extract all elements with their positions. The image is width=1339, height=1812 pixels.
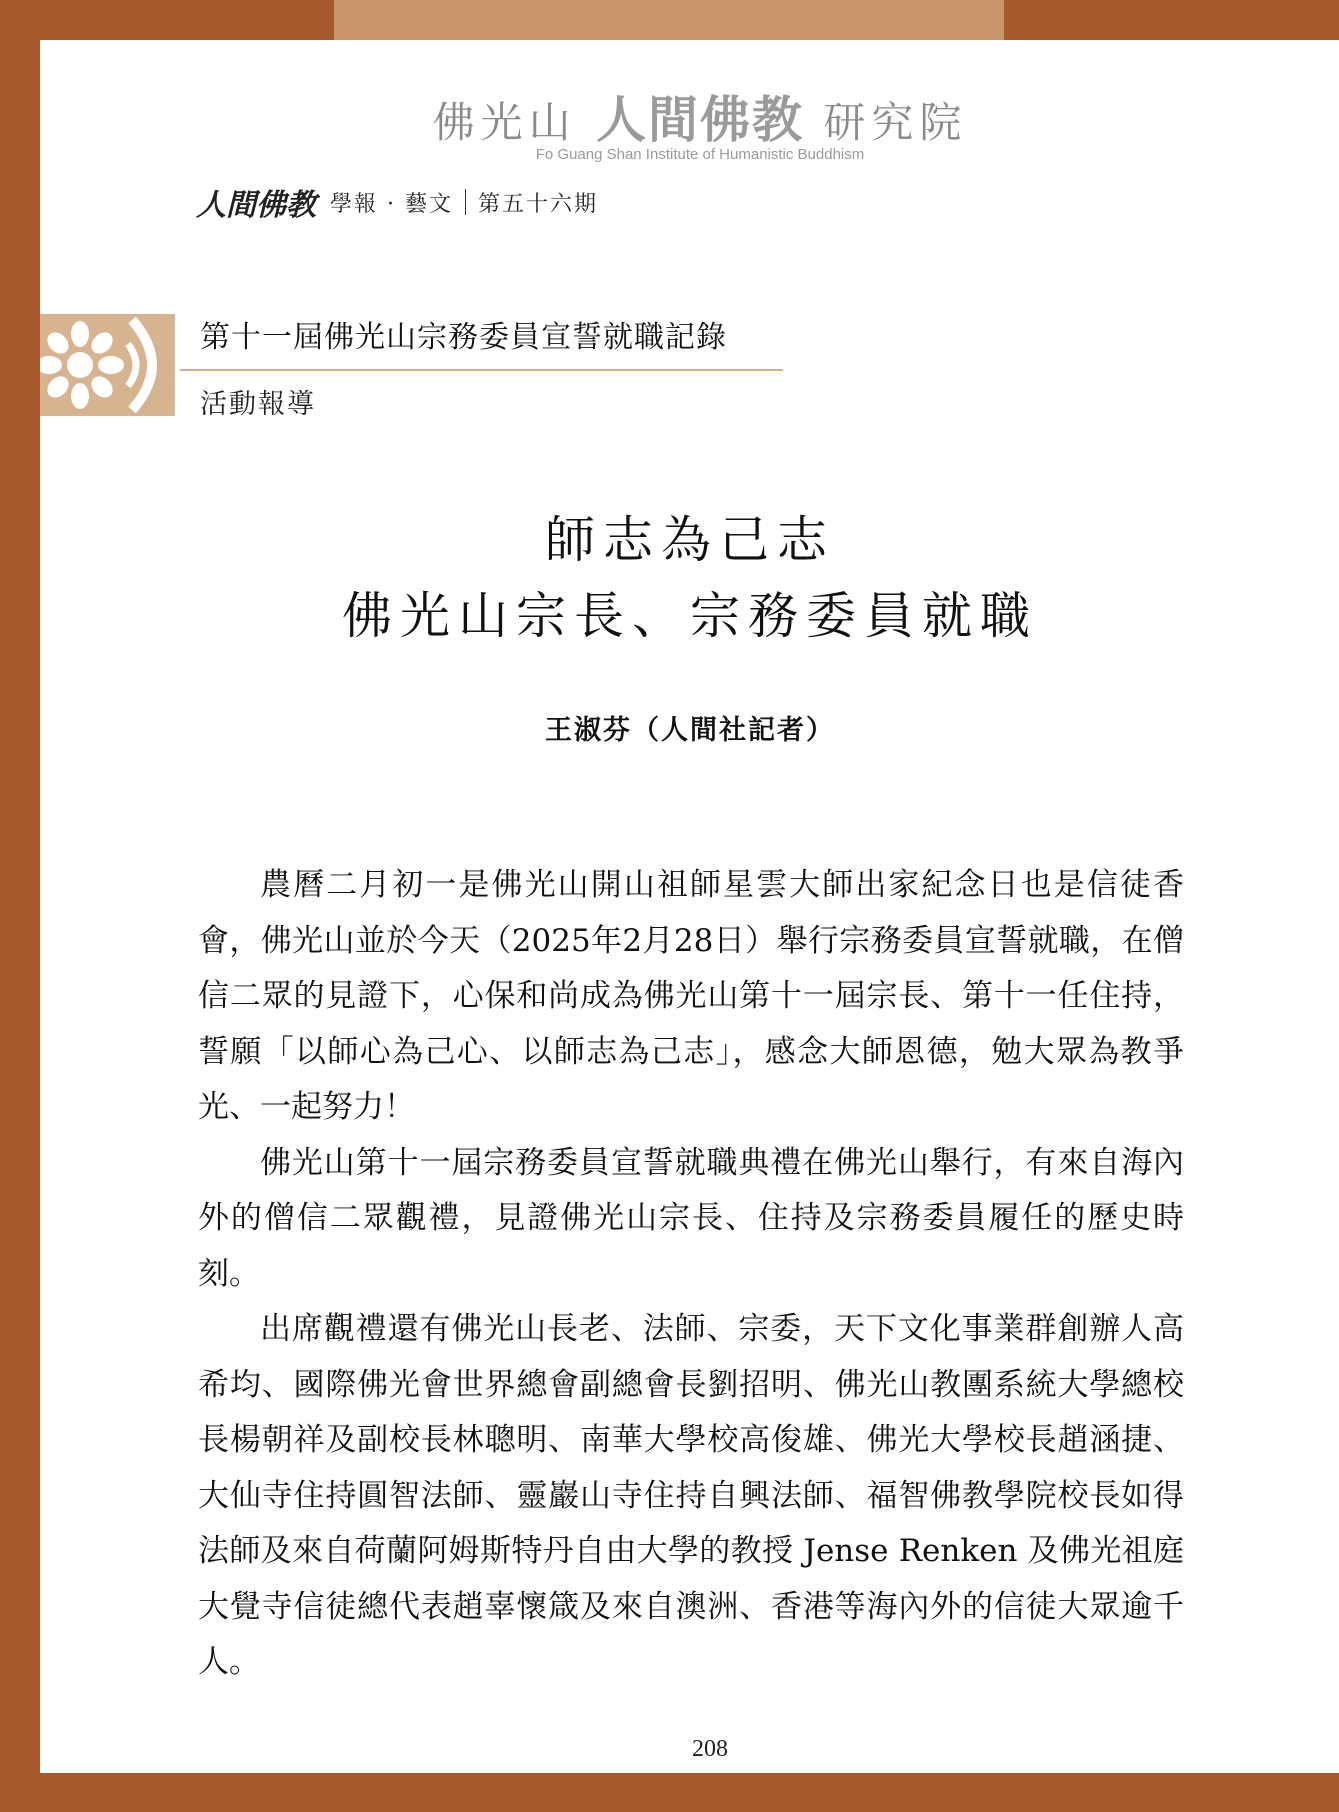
section-title: 第十一屆佛光山宗務委員宣誓就職記錄 [200, 320, 727, 355]
paragraph: 農曆二月初一是佛光山開山祖師星雲大師出家紀念日也是信徒香會，佛光山並於今天（2025年2月28日）舉行宗務委員宣誓就職，在僧信二眾的見證下，心保和尚成為佛光山第十一屆宗長、第十一任住持，誓願「以師心為己心、以師志為己志」，感念大師恩德，勉大眾為教爭光、一起努力！ [198, 867, 1184, 1125]
top-tab [334, 0, 1004, 40]
page [40, 40, 1339, 1773]
institute-prefix: 佛光山 [432, 98, 577, 147]
institute-english: Fo Guang Shan Institute of Humanistic Buddhism [535, 146, 865, 163]
issue-number: 第五十六期 [477, 191, 598, 217]
article-title-line2: 佛光山宗長、宗務委員就職 [342, 587, 1038, 645]
divider [465, 189, 466, 215]
paragraph: 佛光山第十一屆宗務委員宣誓就職典禮在佛光山舉行，有來自海內外的僧信二眾觀禮，見證佛光山宗長、住持及宗務委員履任的歷史時刻。 [198, 1144, 1184, 1292]
page-number: 208 [692, 1736, 728, 1762]
journal-name: 學報 · 藝文 [330, 191, 453, 217]
institute-suffix: 研究院 [823, 98, 968, 147]
institute-brand: 人間佛教 [596, 90, 804, 149]
article-title [240, 502, 1140, 654]
section-subtitle: 活動報導 [200, 389, 316, 420]
journal-brand: 人間佛教 [196, 188, 316, 223]
article-title-line1: 師志為己志 [545, 511, 835, 569]
lotus-decoration [40, 314, 175, 416]
article-author: 王淑芬（人間社記者） [545, 715, 835, 746]
article-body [198, 858, 1184, 1691]
institute-title [340, 80, 1060, 152]
journal-header [196, 180, 598, 224]
paragraph: 出席觀禮還有佛光山長老、法師、宗委，天下文化事業群創辦人高希均、國際佛光會世界總會副總會長劉招明、佛光山教團系統大學總校長楊朝祥及副校長林聰明、南華大學校高俊雄、佛光大學校長趙涵捷、大仙寺住持圓智法師、靈巖山寺住持自興法師、福智佛教學院校長如得法師及來自荷蘭阿姆斯特丹自由大學的教授 Jense Renken 及佛光祖庭大覺寺信徒總代表趙辜懷箴及來自澳洲、香港等海內外的信徒大眾逾千人。 [198, 1311, 1184, 1680]
lotus-icon [40, 314, 175, 416]
section-divider [180, 369, 783, 371]
